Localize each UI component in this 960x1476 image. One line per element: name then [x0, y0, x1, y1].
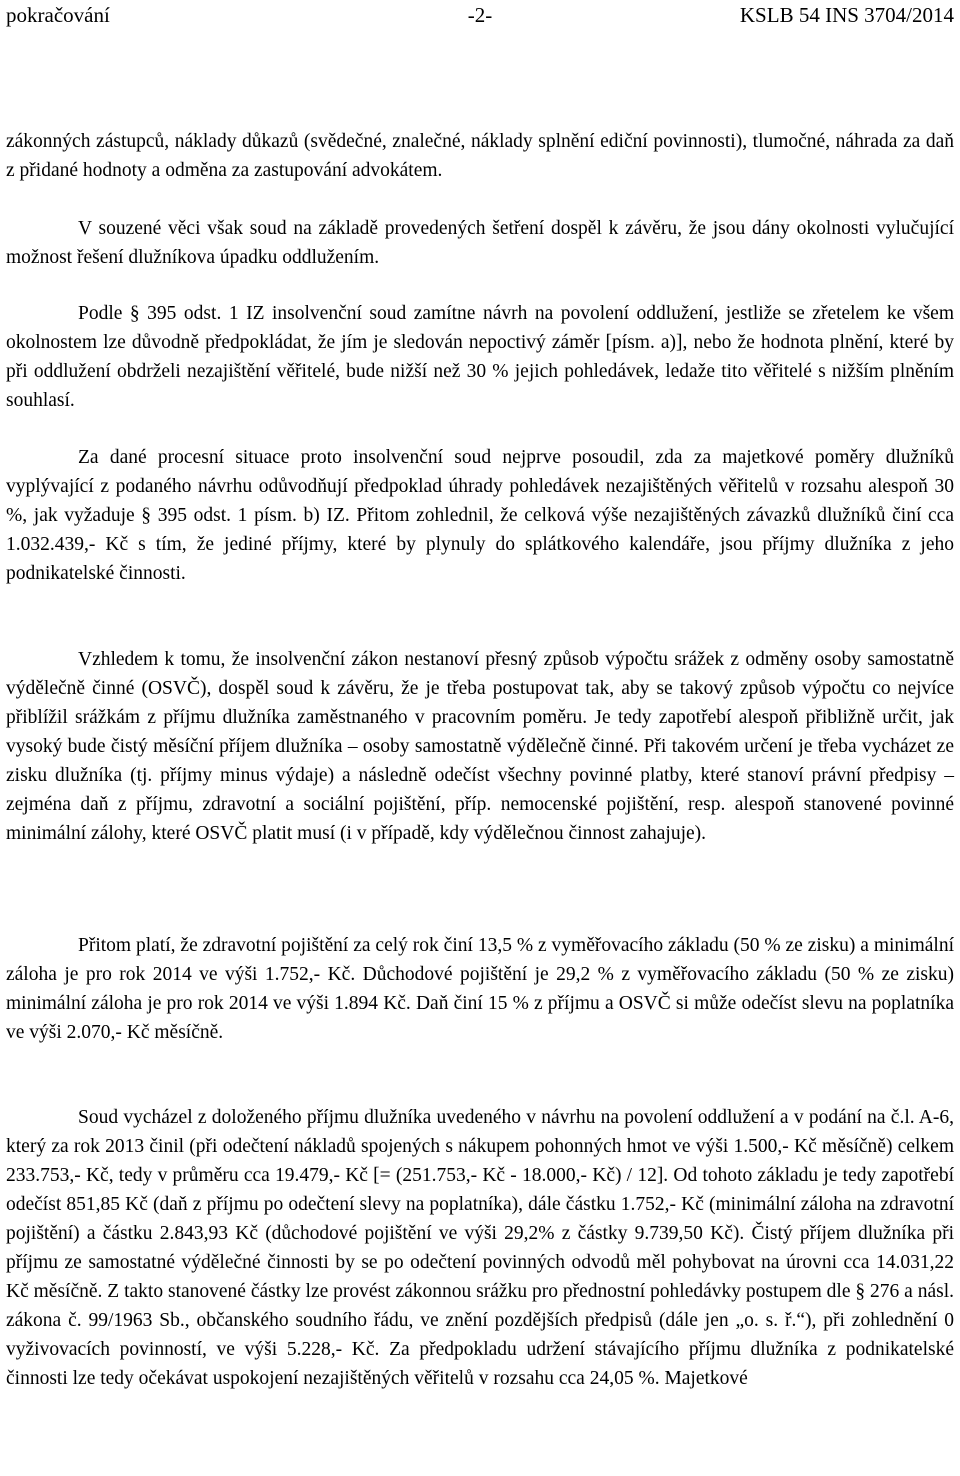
page-header	[6, 0, 954, 30]
page-number: -2-	[467, 2, 493, 27]
header-continuation-label: pokračování	[6, 2, 110, 27]
paragraph-assessment: Za dané procesní situace proto insolvenční soud nejprve posoudil, zda za majetkové poměry dlužníků vyplývající z podaného návrhu odůvodňují předpoklad úhrady pohledávek nezajištěných věřitelů v rozsahu alespoň 30 %, jak vyžaduje § 395 odst. 1 písm. b) IZ. Přitom zohlednil, že celková výše nezajištěných závazků dlužníků činí cca 1.032.439,- Kč s tím, že jediné příjmy, které by plynuly do splátkového kalendáře, jsou příjmy dlužníka z jeho podnikatelské činnosti.	[6, 447, 954, 584]
paragraph-income-calculation: Soud vycházel z doloženého příjmu dlužníka uvedeného v návrhu na povolení oddlužení a v podání na č.l. A-6, který za rok 2013 činil (při odečtení nákladů spojených s nákupem pohonných hmot ve výši 1.500,- Kč měsíčně) celkem 233.753,- Kč, tedy v průměru cca 19.479,- Kč [= (251.753,- Kč - 18.000,- Kč) / 12]. Od tohoto základu je tedy zapotřebí odečíst 851,85 Kč (daň z příjmu po odečtení slevy na poplatníka), dále částku 1.752,- Kč (minimální záloha na zdravotní pojištění) a částku 2.843,93 Kč (důchodové pojištění ve výši 29,2% z částky 9.739,50 Kč). Čistý příjem dlužníka při příjmu ze samostatné výdělečné činnosti by se po odečtení povinných odvodů měl pohybovat na úrovni cca 14.031,22 Kč měsíčně. Z takto stanovené částky lze provést zákonnou srážku pro přednostní pohledávky postupem dle § 276 a násl. zákona č. 99/1963 Sb., občanského soudního řádu, ve znění pozdějších předpisů (dále jen „o. s. ř.“), při zohlednění 0 vyživovacích povinností, ve výši 5.228,- Kč. Za předpokladu udržení stávajícího příjmu dlužníka z podnikatelské činnosti lze tedy očekávat uspokojení nezajištěných věřitelů v rozsahu cca 24,05 %. Majetkové	[6, 1107, 954, 1389]
paragraph-legal-basis: Podle § 395 odst. 1 IZ insolvenční soud zamítne návrh na povolení oddlužení, jestliže se zřetelem ke všem okolnostem lze důvodně předpokládat, že jím je sledován nepoctivý záměr [písm. a)], nebo že hodnota plnění, které by při oddlužení obdrželi nezajištění věřitelé, bude nižší než 30 % jejich pohledávek, ledaže tito věřitelé s nižším plněním souhlasí.	[6, 303, 954, 411]
paragraph-insurance-rates: Přitom platí, že zdravotní pojištění za celý rok činí 13,5 % z vyměřovacího základu (50 % ze zisku) a minimální záloha je pro rok 2014 ve výši 1.752,- Kč. Důchodové pojištění je 29,2 % z vyměřovacího základu (50 % ze zisku) minimální záloha je pro rok 2014 ve výši 1.894 Kč. Daň činí 15 % z příjmu a OSVČ si může odečíst slevu na poplatníka ve výši 2.070,- Kč měsíčně.	[6, 935, 954, 1043]
paragraph-conclusion: V souzené věci však soud na základě provedených šetření dospěl k závěru, že jsou dány okolnosti vylučující možnost řešení dlužníkova úpadku oddlužením.	[6, 218, 954, 268]
paragraph-continuation: zákonných zástupců, náklady důkazů (svědečné, znalečné, náklady splnění ediční povinnosti), tlumočné, náhrada za daň z přidané hodnoty a odměna za zastupování advokátem.	[6, 131, 954, 181]
paragraph-calculation-method: Vzhledem k tomu, že insolvenční zákon nestanoví přesný způsob výpočtu srážek z odměny osoby samostatně výdělečně činné (OSVČ), dospěl soud k závěru, že je třeba postupovat tak, aby se takový způsob výpočtu co nejvíce přiblížil srážkám z příjmu dlužníka zaměstnaného v pracovním poměru. Je tedy zapotřebí alespoň přibližně určit, jak vysoký bude čistý měsíční příjem dlužníka – osoby samostatně výdělečně činné. Při takovém určení je třeba vycházet ze zisku dlužníka (tj. příjmy minus výdaje) a následně odečíst všechny povinné platby, které stanoví právní předpisy – zejména daň z příjmu, zdravotní a sociální pojištění, příp. nemocenské pojištění, resp. alespoň stanovené povinné minimální zálohy, které OSVČ platit musí (i v případě, kdy výdělečnou činnost zahajuje).	[6, 649, 954, 844]
case-number: KSLB 54 INS 3704/2014	[739, 2, 954, 27]
